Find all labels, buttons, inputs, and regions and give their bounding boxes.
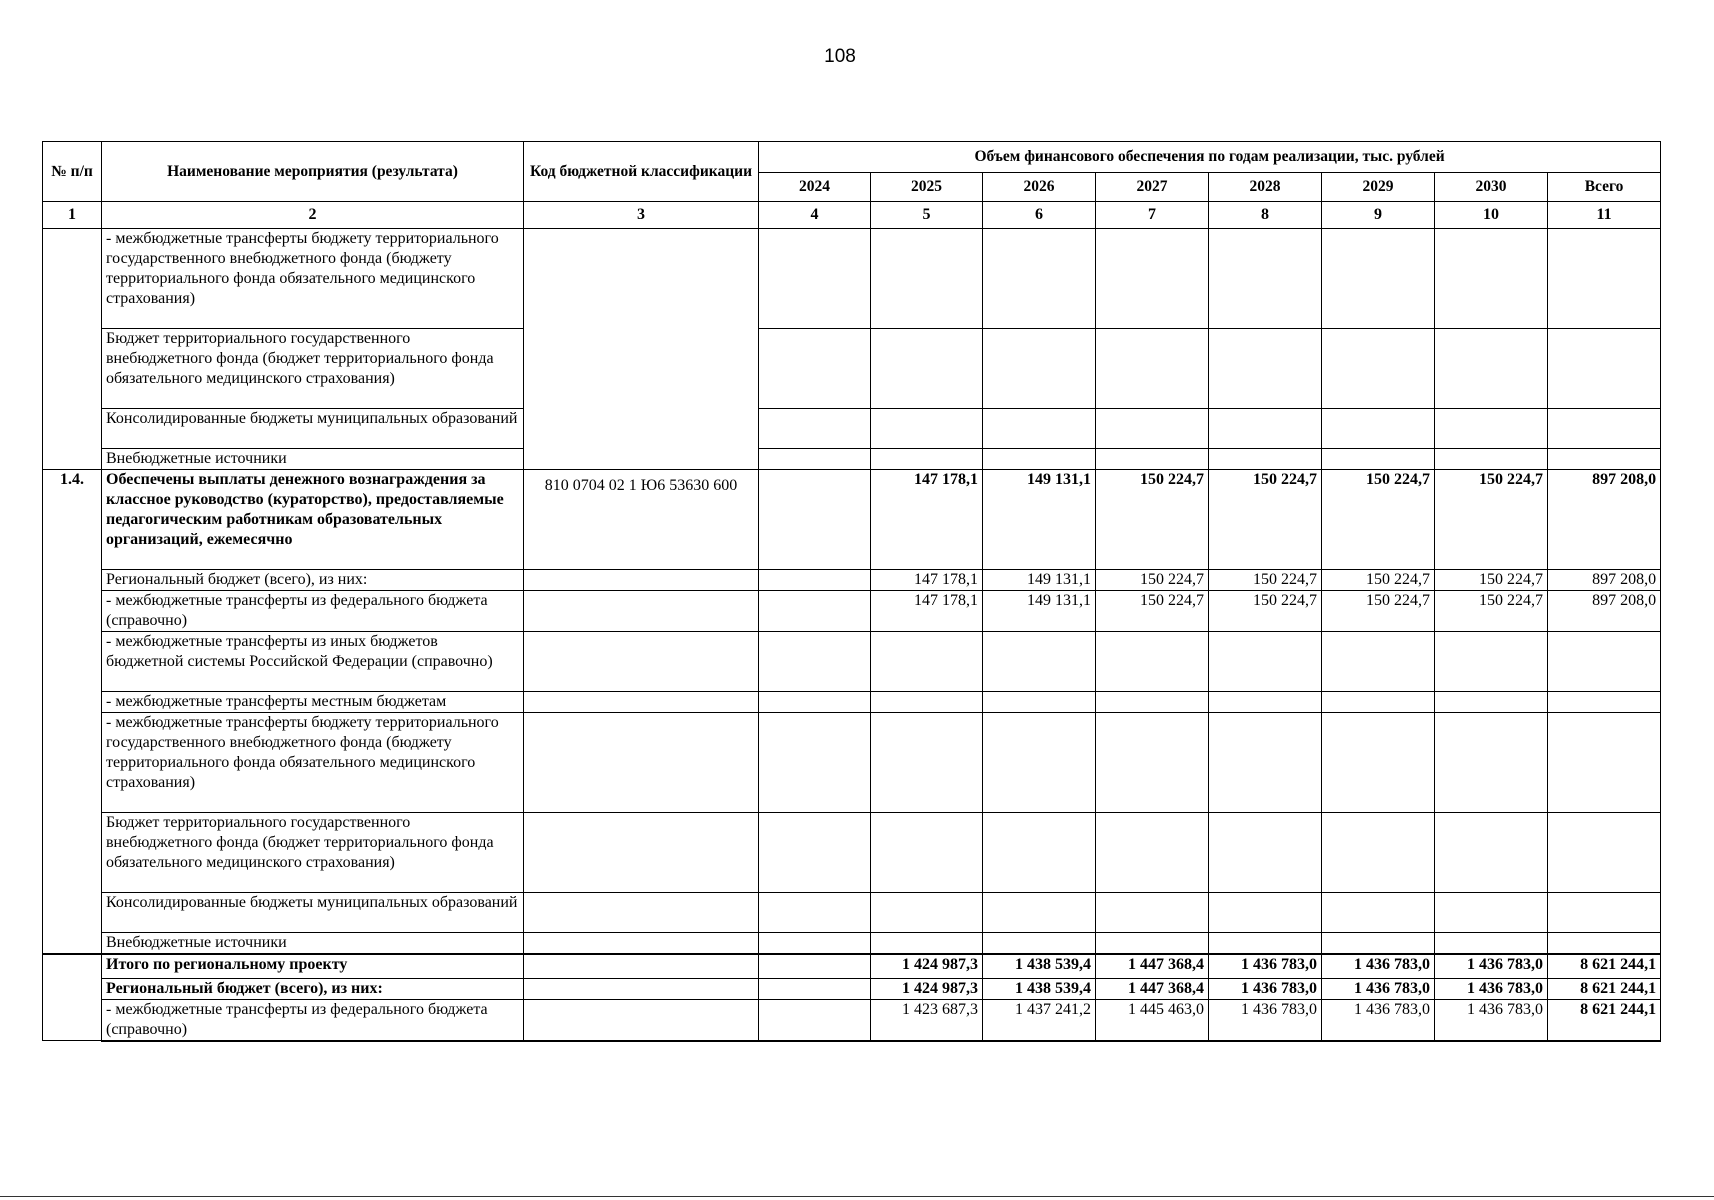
value-cell bbox=[1322, 632, 1435, 692]
code-cell bbox=[524, 570, 759, 591]
value-cell bbox=[759, 229, 871, 329]
value-cell: 147 178,1 bbox=[871, 570, 983, 591]
value-cell bbox=[1322, 692, 1435, 713]
value-cell bbox=[871, 449, 983, 470]
value-cell bbox=[1322, 893, 1435, 933]
value-cell: 150 224,7 bbox=[1096, 591, 1209, 632]
value-cell bbox=[1209, 713, 1322, 813]
value-cell bbox=[1322, 329, 1435, 409]
item-number: 1.4. bbox=[43, 470, 102, 955]
value-cell bbox=[1096, 893, 1209, 933]
total-row bbox=[43, 978, 1661, 999]
code-cell bbox=[524, 893, 759, 933]
code-cell bbox=[524, 229, 759, 470]
row-label: Консолидированные бюджеты муниципальных образований bbox=[102, 893, 524, 933]
row-num-cell bbox=[43, 954, 102, 1041]
row-label: Внебюджетные источники bbox=[102, 449, 524, 470]
value-cell: 8 621 244,1 bbox=[1548, 978, 1661, 999]
value-cell bbox=[983, 692, 1096, 713]
value-cell bbox=[1322, 449, 1435, 470]
value-cell bbox=[759, 409, 871, 449]
value-cell bbox=[1435, 329, 1548, 409]
value-cell bbox=[759, 999, 871, 1041]
row-label: Региональный бюджет (всего), из них: bbox=[102, 570, 524, 591]
value-cell bbox=[1548, 933, 1661, 955]
code-cell bbox=[524, 954, 759, 978]
value-cell bbox=[871, 813, 983, 893]
value-cell: 897 208,0 bbox=[1548, 570, 1661, 591]
value-cell: 8 621 244,1 bbox=[1548, 954, 1661, 978]
value-cell bbox=[1548, 632, 1661, 692]
header-year: 2026 bbox=[983, 173, 1096, 202]
value-cell bbox=[759, 329, 871, 409]
value-cell bbox=[759, 978, 871, 999]
item-title: Обеспечены выплаты денежного вознаграждения за классное руководство (кураторство), предоставляемые педагогическим работникам образовательных организаций, ежемесячно bbox=[102, 470, 524, 570]
value-cell bbox=[1096, 692, 1209, 713]
code-cell bbox=[524, 813, 759, 893]
value-cell: 8 621 244,1 bbox=[1548, 999, 1661, 1041]
value-cell bbox=[1096, 329, 1209, 409]
column-number: 11 bbox=[1548, 202, 1661, 229]
value-cell bbox=[1435, 813, 1548, 893]
row-label: - межбюджетные трансферты местным бюджетам bbox=[102, 692, 524, 713]
value-cell: 150 224,7 bbox=[1209, 591, 1322, 632]
value-cell bbox=[759, 449, 871, 470]
column-number: 8 bbox=[1209, 202, 1322, 229]
value-cell: 149 131,1 bbox=[983, 570, 1096, 591]
code-cell bbox=[524, 591, 759, 632]
row-label: - межбюджетные трансферты из федерального бюджета (справочно) bbox=[102, 591, 524, 632]
value-cell: 1 423 687,3 bbox=[871, 999, 983, 1041]
value-cell bbox=[1209, 933, 1322, 955]
value-cell bbox=[1209, 409, 1322, 449]
value-cell bbox=[759, 933, 871, 955]
value-cell: 1 438 539,4 bbox=[983, 978, 1096, 999]
value-cell: 150 224,7 bbox=[1322, 570, 1435, 591]
row-label: - межбюджетные трансферты бюджету территориального государственного внебюджетного фонда (бюджету территориального фонда обязательного медицинского страхования) bbox=[102, 229, 524, 329]
value-cell bbox=[1548, 692, 1661, 713]
value-cell: 1 447 368,4 bbox=[1096, 954, 1209, 978]
value-cell bbox=[1096, 813, 1209, 893]
column-number: 7 bbox=[1096, 202, 1209, 229]
value-cell: 150 224,7 bbox=[1209, 570, 1322, 591]
table-row bbox=[43, 329, 1661, 409]
row-label: Внебюджетные источники bbox=[102, 933, 524, 955]
value-cell bbox=[1435, 692, 1548, 713]
value-cell bbox=[983, 933, 1096, 955]
row-label: - межбюджетные трансферты из иных бюджетов бюджетной системы Российской Федерации (справочно) bbox=[102, 632, 524, 692]
column-number: 1 bbox=[43, 202, 102, 229]
page-number: 108 bbox=[824, 46, 856, 67]
column-number: 3 bbox=[524, 202, 759, 229]
value-cell: 1 437 241,2 bbox=[983, 999, 1096, 1041]
value-cell bbox=[871, 933, 983, 955]
row-label: Бюджет территориального государственного внебюджетного фонда (бюджет территориального фонда обязательного медицинского страхования) bbox=[102, 813, 524, 893]
total-label: Итого по региональному проекту bbox=[102, 954, 524, 978]
header-year: 2027 bbox=[1096, 173, 1209, 202]
value-cell bbox=[1209, 229, 1322, 329]
header-year: 2024 bbox=[759, 173, 871, 202]
row-label: Консолидированные бюджеты муниципальных образований bbox=[102, 409, 524, 449]
value-cell bbox=[759, 893, 871, 933]
value-cell bbox=[983, 632, 1096, 692]
value-cell bbox=[871, 229, 983, 329]
value-cell: 1 424 987,3 bbox=[871, 954, 983, 978]
value-cell bbox=[983, 329, 1096, 409]
value-cell bbox=[871, 893, 983, 933]
row-label: - межбюджетные трансферты бюджету территориального государственного внебюджетного фонда (бюджету территориального фонда обязательного медицинского страхования) bbox=[102, 713, 524, 813]
table-row bbox=[43, 713, 1661, 813]
value-cell bbox=[1209, 692, 1322, 713]
value-cell bbox=[1548, 409, 1661, 449]
table-row bbox=[43, 409, 1661, 449]
table-row bbox=[43, 632, 1661, 692]
value-cell bbox=[1548, 713, 1661, 813]
value-cell: 150 224,7 bbox=[1435, 570, 1548, 591]
value-cell bbox=[1548, 329, 1661, 409]
value-cell bbox=[983, 229, 1096, 329]
table-row bbox=[43, 229, 1661, 329]
value-cell bbox=[759, 470, 871, 570]
value-cell: 1 436 783,0 bbox=[1209, 999, 1322, 1041]
value-cell: 147 178,1 bbox=[871, 470, 983, 570]
value-cell bbox=[1435, 632, 1548, 692]
column-number: 10 bbox=[1435, 202, 1548, 229]
code-cell bbox=[524, 692, 759, 713]
value-cell: 150 224,7 bbox=[1435, 470, 1548, 570]
value-cell bbox=[1435, 449, 1548, 470]
value-cell bbox=[871, 692, 983, 713]
value-cell bbox=[1096, 933, 1209, 955]
value-cell: 1 438 539,4 bbox=[983, 954, 1096, 978]
value-cell: 150 224,7 bbox=[1435, 591, 1548, 632]
value-cell: 1 436 783,0 bbox=[1435, 954, 1548, 978]
table-row bbox=[43, 813, 1661, 893]
value-cell bbox=[1096, 713, 1209, 813]
value-cell bbox=[759, 570, 871, 591]
value-cell bbox=[759, 591, 871, 632]
header-total: Всего bbox=[1548, 173, 1661, 202]
value-cell bbox=[871, 632, 983, 692]
value-cell bbox=[1096, 229, 1209, 329]
value-cell: 150 224,7 bbox=[1322, 591, 1435, 632]
value-cell bbox=[1209, 893, 1322, 933]
value-cell bbox=[983, 713, 1096, 813]
value-cell bbox=[1548, 449, 1661, 470]
value-cell bbox=[1548, 229, 1661, 329]
value-cell bbox=[759, 692, 871, 713]
value-cell: 1 436 783,0 bbox=[1435, 978, 1548, 999]
value-cell bbox=[983, 409, 1096, 449]
value-cell bbox=[871, 329, 983, 409]
value-cell bbox=[983, 813, 1096, 893]
column-number: 9 bbox=[1322, 202, 1435, 229]
header-code: Код бюджетной классификации bbox=[524, 142, 759, 202]
table-row bbox=[43, 933, 1661, 955]
column-number: 4 bbox=[759, 202, 871, 229]
value-cell: 149 131,1 bbox=[983, 470, 1096, 570]
header-name: Наименование мероприятия (результата) bbox=[102, 142, 524, 202]
header-year: 2028 bbox=[1209, 173, 1322, 202]
value-cell bbox=[1322, 713, 1435, 813]
value-cell bbox=[1209, 813, 1322, 893]
value-cell: 1 436 783,0 bbox=[1322, 954, 1435, 978]
value-cell: 1 424 987,3 bbox=[871, 978, 983, 999]
row-label: Бюджет территориального государственного внебюджетного фонда (бюджет территориального фонда обязательного медицинского страхования) bbox=[102, 329, 524, 409]
total-label: Региональный бюджет (всего), из них: bbox=[102, 978, 524, 999]
header-funding: Объем финансового обеспечения по годам реализации, тыс. рублей bbox=[759, 142, 1661, 173]
value-cell: 147 178,1 bbox=[871, 591, 983, 632]
value-cell bbox=[759, 813, 871, 893]
value-cell bbox=[759, 632, 871, 692]
header-num: № п/п bbox=[43, 142, 102, 202]
code-cell bbox=[524, 933, 759, 955]
value-cell bbox=[983, 449, 1096, 470]
value-cell: 1 445 463,0 bbox=[1096, 999, 1209, 1041]
value-cell bbox=[1435, 713, 1548, 813]
header-year: 2025 bbox=[871, 173, 983, 202]
value-cell: 150 224,7 bbox=[1209, 470, 1322, 570]
value-cell bbox=[759, 954, 871, 978]
table-row bbox=[43, 692, 1661, 713]
code-cell bbox=[524, 999, 759, 1041]
code-cell bbox=[524, 713, 759, 813]
row-num-cell bbox=[43, 229, 102, 470]
value-cell bbox=[1435, 409, 1548, 449]
value-cell: 150 224,7 bbox=[1322, 470, 1435, 570]
budget-code: 810 0704 02 1 Ю6 53630 600 bbox=[524, 470, 759, 570]
code-cell bbox=[524, 978, 759, 999]
value-cell bbox=[983, 893, 1096, 933]
header-year: 2030 bbox=[1435, 173, 1548, 202]
code-cell bbox=[524, 632, 759, 692]
value-cell bbox=[1322, 933, 1435, 955]
value-cell bbox=[1322, 813, 1435, 893]
value-cell bbox=[759, 713, 871, 813]
column-number: 2 bbox=[102, 202, 524, 229]
value-cell bbox=[1435, 229, 1548, 329]
table-row bbox=[43, 591, 1661, 632]
value-cell: 149 131,1 bbox=[983, 591, 1096, 632]
value-cell bbox=[1209, 449, 1322, 470]
funding-table bbox=[42, 141, 1661, 1042]
value-cell bbox=[1548, 813, 1661, 893]
value-cell bbox=[1096, 409, 1209, 449]
value-cell bbox=[1435, 893, 1548, 933]
value-cell bbox=[1435, 933, 1548, 955]
value-cell bbox=[1209, 632, 1322, 692]
value-cell bbox=[1096, 632, 1209, 692]
value-cell: 150 224,7 bbox=[1096, 570, 1209, 591]
column-number: 6 bbox=[983, 202, 1096, 229]
value-cell bbox=[1548, 893, 1661, 933]
column-number: 5 bbox=[871, 202, 983, 229]
value-cell bbox=[1322, 409, 1435, 449]
value-cell bbox=[871, 713, 983, 813]
value-cell bbox=[871, 409, 983, 449]
value-cell: 1 436 783,0 bbox=[1322, 978, 1435, 999]
page-bottom-rule bbox=[0, 1196, 1714, 1197]
value-cell bbox=[1096, 449, 1209, 470]
value-cell bbox=[1209, 329, 1322, 409]
value-cell: 897 208,0 bbox=[1548, 591, 1661, 632]
table-row bbox=[43, 449, 1661, 470]
table-row bbox=[43, 570, 1661, 591]
value-cell: 1 436 783,0 bbox=[1435, 999, 1548, 1041]
total-row bbox=[43, 999, 1661, 1041]
table-row bbox=[43, 893, 1661, 933]
table-row bbox=[43, 470, 1661, 570]
total-row bbox=[43, 954, 1661, 978]
value-cell: 1 436 783,0 bbox=[1209, 978, 1322, 999]
value-cell bbox=[1322, 229, 1435, 329]
total-label: - межбюджетные трансферты из федерального бюджета (справочно) bbox=[102, 999, 524, 1041]
value-cell: 150 224,7 bbox=[1096, 470, 1209, 570]
header-year: 2029 bbox=[1322, 173, 1435, 202]
value-cell: 1 436 783,0 bbox=[1322, 999, 1435, 1041]
value-cell: 1 436 783,0 bbox=[1209, 954, 1322, 978]
value-cell: 897 208,0 bbox=[1548, 470, 1661, 570]
value-cell: 1 447 368,4 bbox=[1096, 978, 1209, 999]
